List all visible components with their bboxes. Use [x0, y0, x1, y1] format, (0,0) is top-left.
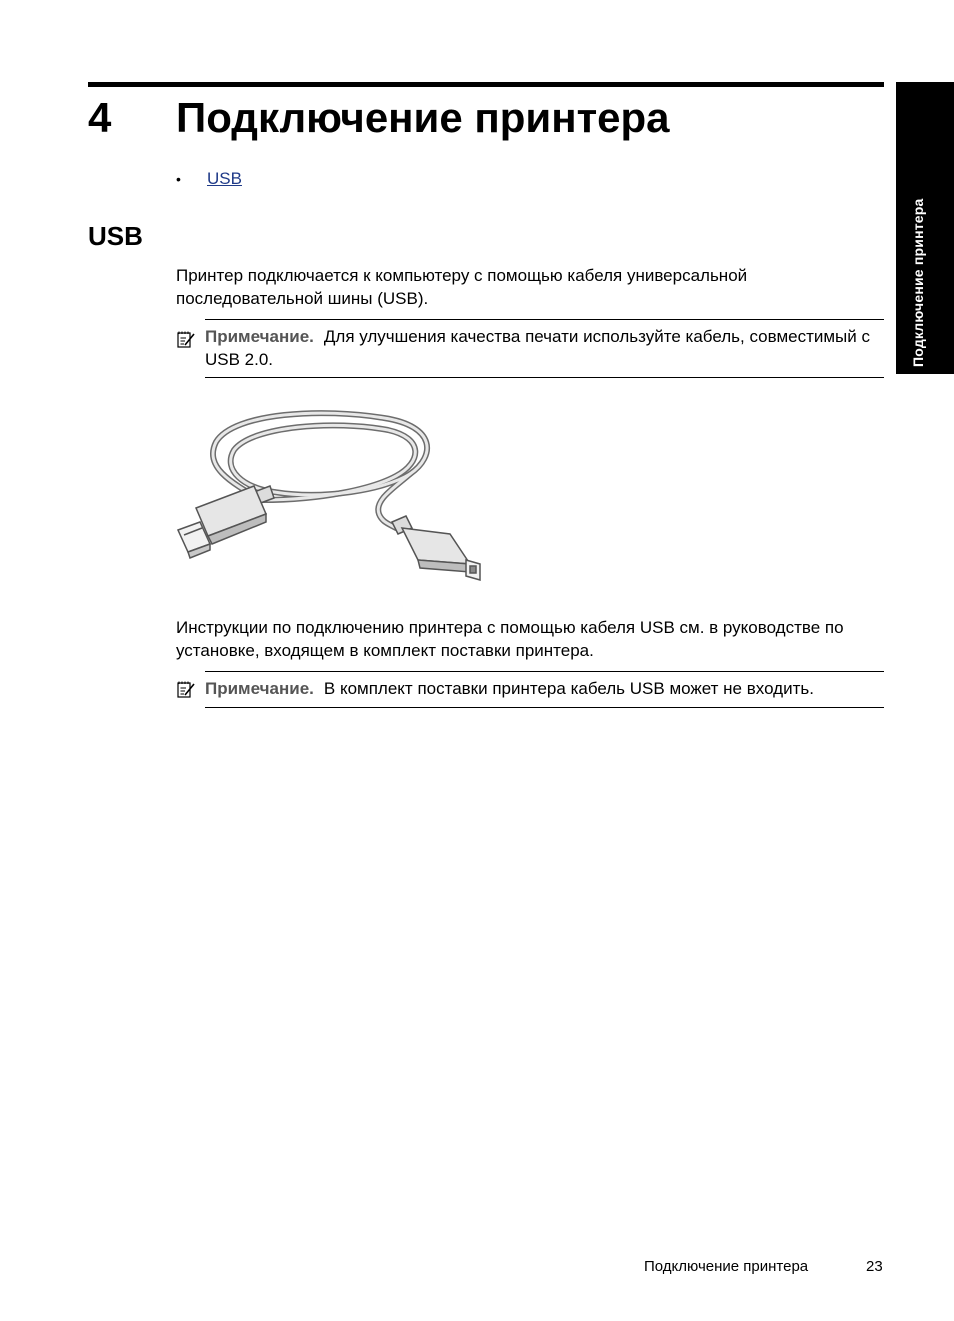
note-text [205, 677, 884, 700]
note-icon [176, 679, 196, 699]
note-label: Примечание. [205, 327, 314, 346]
note-bottom-rule [205, 707, 884, 708]
note-box [176, 319, 884, 378]
toc-link-usb[interactable]: USB [207, 169, 242, 188]
chapter-top-rule [88, 82, 884, 87]
note-box [176, 671, 884, 708]
intro-paragraph: Принтер подключается к компьютеру с помощью кабеля универсальной последовательной шины (USB). [176, 266, 748, 308]
note-body: В комплект поставки принтера кабель USB может не входить. [323, 679, 814, 698]
note-body: Для улучшения качества печати используйте кабель, совместимый с USB 2.0. [205, 327, 870, 369]
note-label: Примечание. [205, 679, 314, 698]
page-number: 23 [866, 1258, 883, 1275]
note-bottom-rule [205, 377, 884, 378]
instructions-paragraph: Инструкции по подключению принтера с помощью кабеля USB см. в руководстве по установке, входящем в комплект поставки принтера. [176, 618, 844, 660]
chapter-number: 4 [88, 94, 112, 141]
note-icon [176, 329, 196, 349]
usb-cable-illustration [174, 404, 494, 584]
footer-title: Подключение принтера [644, 1258, 809, 1275]
toc-bullet: • [176, 171, 181, 187]
chapter-title: Подключение принтера [176, 94, 670, 141]
note-top-rule [205, 671, 884, 672]
side-tab-label: Подключение принтера [910, 198, 926, 367]
note-text [205, 325, 884, 371]
section-heading: USB [88, 221, 143, 251]
note-top-rule [205, 319, 884, 320]
